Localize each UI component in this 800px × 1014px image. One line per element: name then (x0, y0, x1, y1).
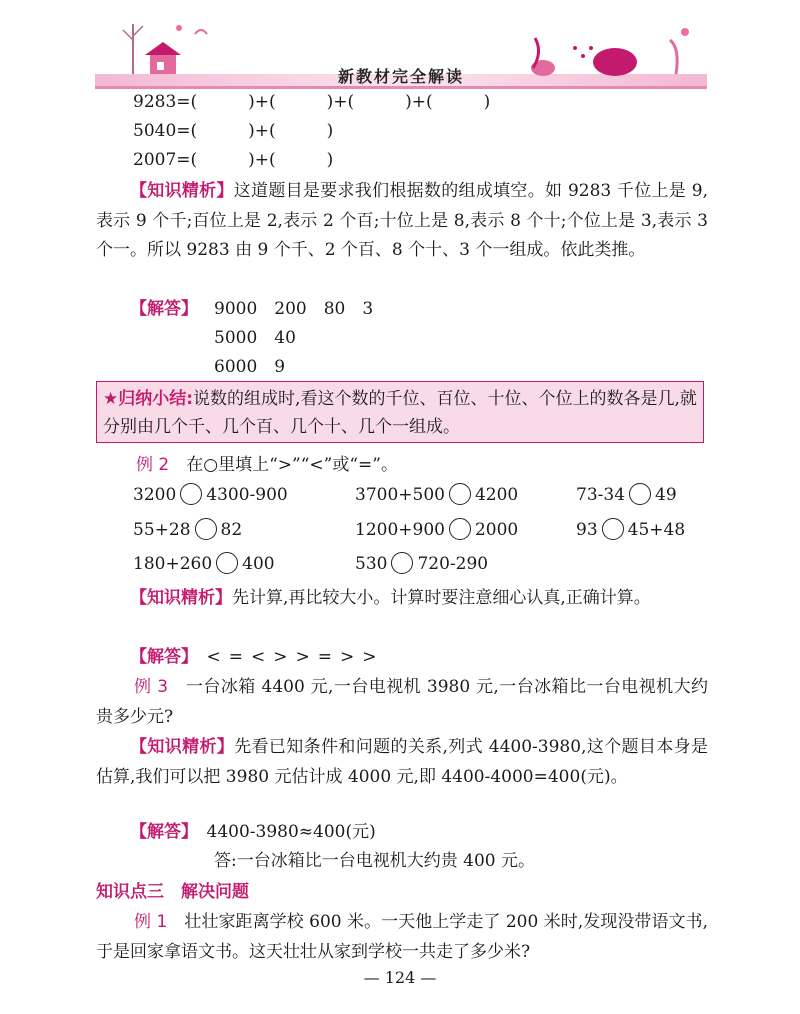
compare-circle-8[interactable] (391, 552, 413, 574)
compare-item-4 (133, 516, 242, 544)
answer-3 (130, 818, 376, 846)
analysis-1-text: 这道题目是要求我们根据数的组成填空。如 9283 千位上是 9,表示 9 个千;百位上是 2,表示 2 个百;十位上是 8,表示 8 个十;个位上是 3,表示 3 个一。所以 9283 由 9 个千、2 个百、8 个十、3 个一组成。依此类推。 (96, 181, 708, 260)
example-3 (96, 673, 708, 732)
answer-2 (130, 643, 384, 671)
compare-item-6 (576, 516, 685, 544)
ex1-line-2 (133, 117, 333, 145)
compare-circle-6[interactable] (602, 518, 624, 540)
example-3-text: 一台冰箱 4400 元,一台电视机 3980 元,一台冰箱比一台电视机大约贵多少元? (96, 677, 709, 727)
ex1-line-3-rest: )+( ) (197, 150, 334, 170)
example-4 (96, 908, 708, 967)
compare-item-7-right: 400 (242, 554, 275, 574)
compare-circle-2[interactable] (449, 483, 471, 505)
compare-item-5-right: 2000 (474, 520, 519, 540)
page-number: — 124 — (363, 968, 437, 987)
compare-item-1-right: 4300-900 (206, 485, 288, 505)
compare-item-6-right: 45+48 (627, 520, 686, 540)
answer-1-line-1: 9000 200 80 3 (214, 299, 374, 319)
compare-item-3 (576, 481, 677, 509)
answer-1-line-2: 5000 40 (214, 328, 296, 348)
ex1-line-2-rest: )+( ) (197, 121, 334, 141)
compare-item-5 (355, 516, 518, 544)
answer-1-tag-overlay: 【解答】 (130, 299, 198, 319)
analysis-2-text: 先计算,再比较大小。计算时要注意细心认真,正确计算。 (232, 588, 651, 608)
compare-item-4-left: 55+28 (133, 520, 191, 540)
compare-item-1-left: 3200 (133, 485, 177, 505)
compare-item-6-left: 93 (576, 520, 598, 540)
analysis-3-tag: 【知识精析】 (130, 737, 235, 757)
compare-circle-4[interactable] (195, 518, 217, 540)
compare-circle-7[interactable] (216, 552, 238, 574)
header-title: 新教材完全解读 (337, 67, 464, 86)
compare-item-1 (133, 481, 288, 509)
compare-item-2-left: 3700+500 (355, 485, 445, 505)
ex1-line-2-num: 5040=( (133, 121, 198, 141)
compare-circle-1[interactable] (180, 483, 202, 505)
summary-box (96, 381, 704, 443)
analysis-1-tag: 【知识精析】 (130, 181, 234, 201)
example-2-label: 例 2 (136, 455, 170, 475)
example-2-header (136, 451, 398, 479)
compare-item-3-left: 73-34 (576, 485, 626, 505)
example-2-question: 在○里填上“>”“<”或“=”。 (186, 455, 398, 475)
answer-3-line-2: 答:一台冰箱比一台电视机大约贵 400 元。 (214, 851, 535, 871)
example-4-label: 例 1 (134, 912, 168, 932)
compare-item-7 (133, 550, 275, 578)
ex1-line-3-num: 2007=( (133, 150, 198, 170)
compare-item-4-right: 82 (220, 520, 243, 540)
ex1-line-1-num: 9283=( (133, 92, 198, 112)
compare-item-8 (355, 550, 488, 578)
compare-item-5-left: 1200+900 (355, 520, 445, 540)
answer-2-tag: 【解答】 (130, 647, 190, 667)
ex1-line-3 (133, 146, 333, 174)
compare-item-8-right: 720-290 (417, 554, 489, 574)
ex1-line-1 (133, 88, 490, 116)
section-3-title: 知识点三 解决问题 (96, 882, 249, 902)
analysis-1 (96, 177, 708, 266)
answer-3-tag: 【解答】 (130, 822, 190, 842)
compare-item-2 (355, 481, 518, 509)
compare-item-8-left: 530 (355, 554, 388, 574)
compare-item-3-right: 49 (655, 485, 677, 505)
analysis-2-tag: 【知识精析】 (130, 588, 232, 608)
compare-circle-5[interactable] (449, 518, 471, 540)
compare-circle-3[interactable] (629, 483, 651, 505)
analysis-3 (96, 733, 708, 792)
example-4-text: 壮壮家距离学校 600 米。一天他上学走了 200 米时,发现没带语文书,于是回家拿语文书。这天壮壮从家到学校一共走了多少米? (96, 912, 708, 962)
compare-item-2-right: 4200 (474, 485, 519, 505)
answer-1-line-3: 6000 9 (214, 357, 286, 377)
ex1-line-1-rest: )+( )+( )+( ) (197, 92, 491, 112)
analysis-2 (96, 584, 708, 614)
answer-3-line-1: 4400-3980≈400(元) (206, 822, 376, 842)
answer-2-text: <=<>>=>> (206, 647, 385, 667)
compare-item-7-left: 180+260 (133, 554, 213, 574)
summary-text: 说数的组成时,看这个数的千位、百位、十位、个位上的数各是几,就分别由几个千、几个百、几个十、几个一组成。 (103, 389, 697, 437)
summary-tag: ★归纳小结: (103, 389, 194, 409)
analysis-3-text: 先看已知条件和问题的关系,列式 4400-3980,这个题目本身是估算,我们可以把 3980 元估计成 4000 元,即 4400-4000=400(元)。 (96, 737, 709, 787)
example-3-label: 例 3 (134, 677, 169, 697)
